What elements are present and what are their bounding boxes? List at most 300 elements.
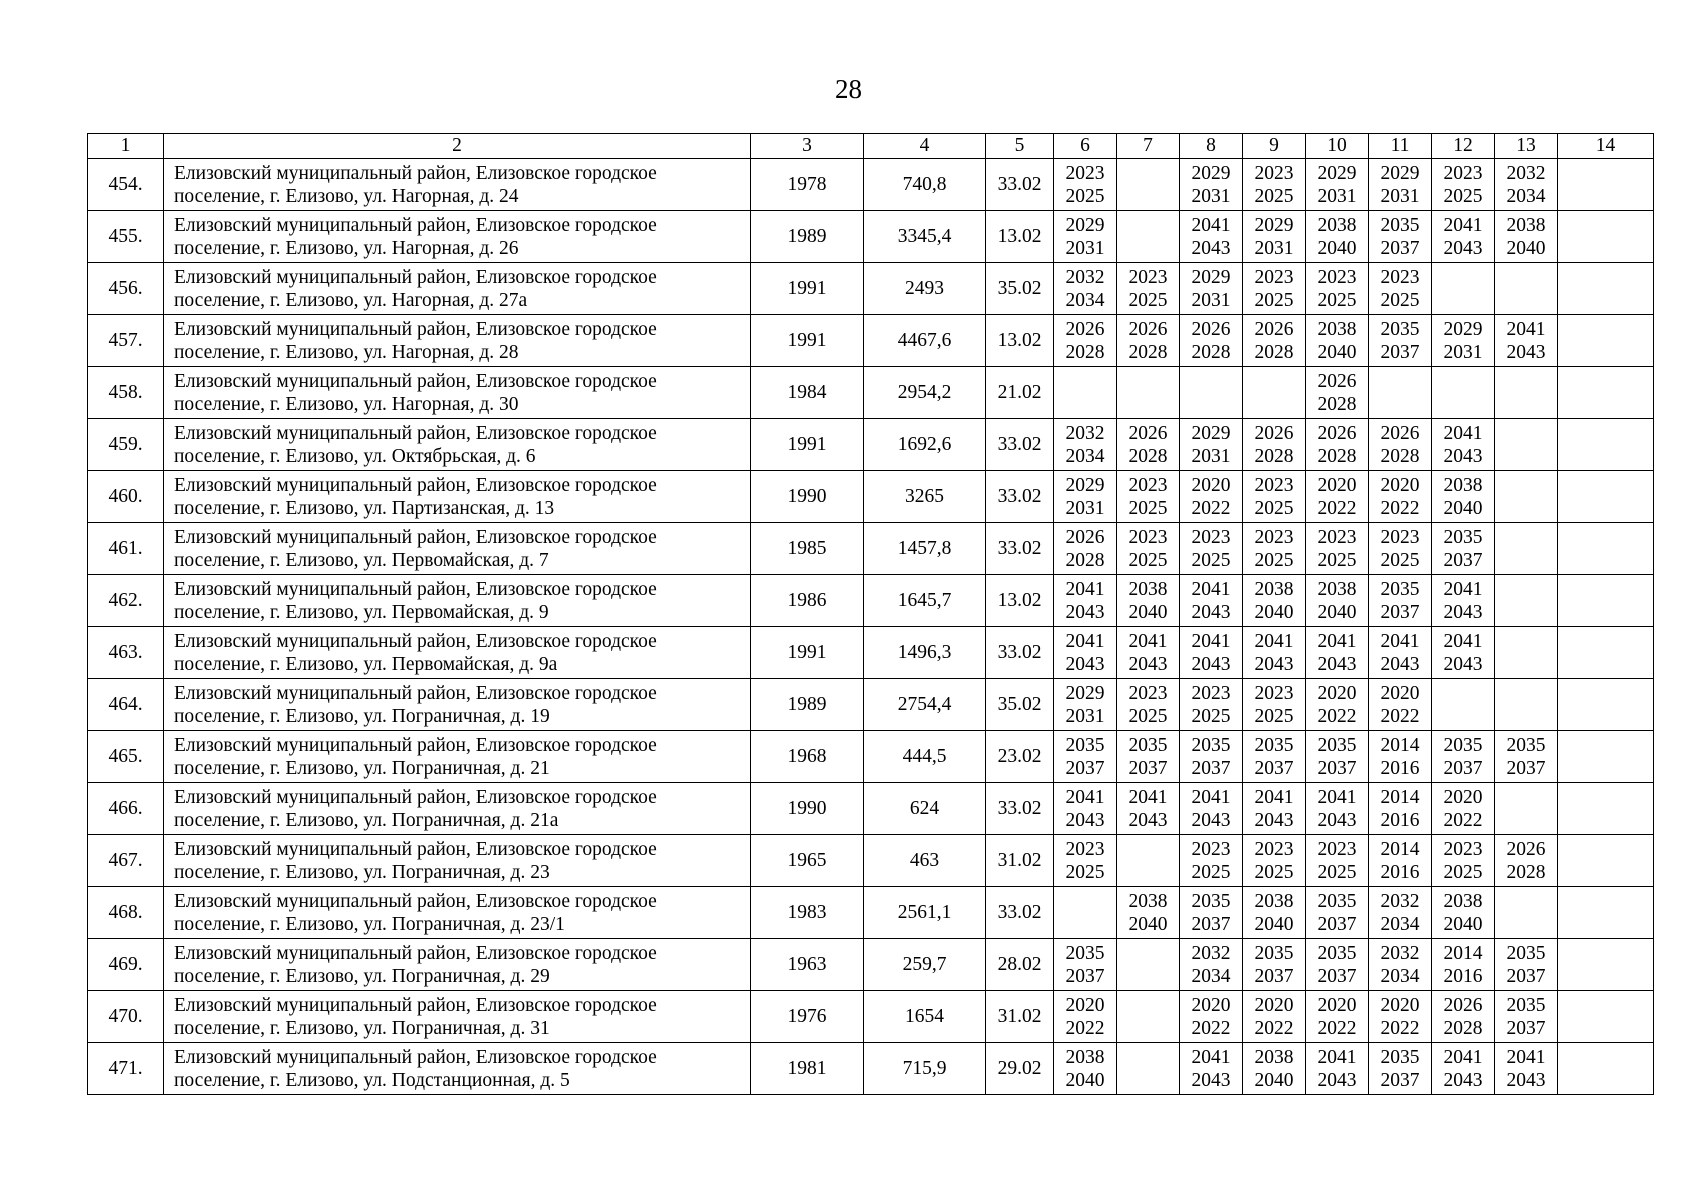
period-end-year: 2028 [1443, 1017, 1483, 1039]
period-cell-col-10 [1306, 263, 1369, 315]
period-end-year: 2025 [1380, 289, 1420, 311]
period-start-year: 2035 [1317, 890, 1357, 912]
period-cell-col-6 [1054, 263, 1117, 315]
period-cell-col-9 [1243, 939, 1306, 991]
period-cell-col-6 [1054, 159, 1117, 211]
period-cell-col-7 [1117, 211, 1180, 263]
period-end-year: 2037 [1317, 757, 1357, 779]
address-line-2: поселение, г. Елизово, ул. Нагорная, д. 24 [174, 185, 519, 207]
build-year: 1991 [751, 315, 864, 367]
period-cell-col-7 [1117, 263, 1180, 315]
period-end-year: 2025 [1443, 185, 1483, 207]
column-header-4: 4 [864, 134, 986, 159]
period-end-year: 2025 [1128, 549, 1168, 571]
period-end-year: 2043 [1065, 809, 1105, 831]
period-start-year: 2026 [1065, 318, 1105, 340]
period-start-year: 2023 [1128, 682, 1168, 704]
period-end-year: 2037 [1254, 757, 1294, 779]
column-header-8: 8 [1180, 134, 1243, 159]
period-cell-col-10 [1306, 315, 1369, 367]
build-year: 1963 [751, 939, 864, 991]
period-end-year: 2022 [1065, 1017, 1105, 1039]
period-cell-col-14 [1558, 263, 1654, 315]
address-line-1: Елизовский муниципальный район, Елизовское городское [174, 162, 657, 184]
table-row [88, 679, 1654, 731]
build-year: 1968 [751, 731, 864, 783]
period-cell-col-9 [1243, 211, 1306, 263]
period-cell-col-13 [1495, 159, 1558, 211]
period-start-year: 2035 [1191, 734, 1231, 756]
period-start-year: 2023 [1443, 162, 1483, 184]
address-line-1: Елизовский муниципальный район, Елизовское городское [174, 942, 657, 964]
period-start-year: 2038 [1317, 578, 1357, 600]
period-cell-col-13 [1495, 679, 1558, 731]
period-start-year: 2041 [1191, 786, 1231, 808]
area: 3265 [864, 471, 986, 523]
column-header-14: 14 [1558, 134, 1654, 159]
period-cell-col-14 [1558, 315, 1654, 367]
period-start-year: 2035 [1443, 526, 1483, 548]
period-start-year: 2035 [1317, 734, 1357, 756]
column-header-2: 2 [164, 134, 751, 159]
period-cell-col-6 [1054, 783, 1117, 835]
period-start-year: 2035 [1506, 994, 1546, 1016]
column-header-1: 1 [88, 134, 164, 159]
period-start-year: 2014 [1380, 786, 1420, 808]
period-start-year: 2029 [1065, 474, 1105, 496]
row-number: 464. [88, 679, 164, 731]
period-end-year: 2040 [1128, 601, 1168, 623]
period-start-year: 2038 [1254, 1046, 1294, 1068]
period-end-year: 2025 [1254, 705, 1294, 727]
period-start-year: 2038 [1254, 890, 1294, 912]
period-end-year: 2028 [1506, 861, 1546, 883]
period-start-year: 2020 [1317, 682, 1357, 704]
build-year: 1965 [751, 835, 864, 887]
period-start-year: 2014 [1443, 942, 1483, 964]
period-start-year: 2023 [1254, 266, 1294, 288]
address-cell [164, 419, 751, 471]
period-cell-col-9 [1243, 991, 1306, 1043]
period-cell-col-13 [1495, 471, 1558, 523]
period-end-year: 2043 [1443, 1069, 1483, 1091]
period-end-year: 2022 [1317, 705, 1357, 727]
period-cell-col-12 [1432, 471, 1495, 523]
address-line-1: Елизовский муниципальный район, Елизовское городское [174, 1046, 657, 1068]
area: 2754,4 [864, 679, 986, 731]
period-cell-col-12 [1432, 315, 1495, 367]
period-cell-col-6 [1054, 367, 1117, 419]
row-number: 455. [88, 211, 164, 263]
address-cell [164, 471, 751, 523]
row-number: 470. [88, 991, 164, 1043]
period-start-year: 2035 [1506, 942, 1546, 964]
period-end-year: 2043 [1506, 341, 1546, 363]
period-end-year: 2022 [1380, 705, 1420, 727]
period-cell-col-13 [1495, 523, 1558, 575]
period-end-year: 2040 [1254, 913, 1294, 935]
address-cell [164, 991, 751, 1043]
period-start-year: 2023 [1380, 266, 1420, 288]
period-end-year: 2025 [1128, 705, 1168, 727]
address-line-1: Елизовский муниципальный район, Елизовское городское [174, 474, 657, 496]
address-cell [164, 211, 751, 263]
column-header-11: 11 [1369, 134, 1432, 159]
column-header-5: 5 [986, 134, 1054, 159]
period-end-year: 2031 [1191, 289, 1231, 311]
period-end-year: 2025 [1065, 185, 1105, 207]
period-end-year: 2028 [1191, 341, 1231, 363]
period-cell-col-9 [1243, 367, 1306, 419]
period-start-year: 2041 [1317, 630, 1357, 652]
period-cell-col-12 [1432, 523, 1495, 575]
period-cell-col-13 [1495, 731, 1558, 783]
address-cell [164, 523, 751, 575]
period-end-year: 2022 [1317, 1017, 1357, 1039]
header-row [88, 134, 1654, 159]
period-cell-col-12 [1432, 1043, 1495, 1095]
period-start-year: 2029 [1065, 214, 1105, 236]
period-start-year: 2029 [1065, 682, 1105, 704]
period-end-year: 2028 [1317, 445, 1357, 467]
period-end-year: 2040 [1317, 237, 1357, 259]
build-year: 1983 [751, 887, 864, 939]
area: 1645,7 [864, 575, 986, 627]
row-number: 460. [88, 471, 164, 523]
build-year: 1985 [751, 523, 864, 575]
period-end-year: 2022 [1380, 497, 1420, 519]
period-cell-col-13 [1495, 783, 1558, 835]
period-cell-col-7 [1117, 991, 1180, 1043]
period-end-year: 2022 [1191, 1017, 1231, 1039]
address-cell [164, 731, 751, 783]
period-start-year: 2035 [1380, 1046, 1420, 1068]
period-cell-col-13 [1495, 1043, 1558, 1095]
period-end-year: 2028 [1254, 341, 1294, 363]
period-start-year: 2032 [1506, 162, 1546, 184]
code: 31.02 [986, 991, 1054, 1043]
period-cell-col-12 [1432, 159, 1495, 211]
period-start-year: 2023 [1254, 526, 1294, 548]
period-cell-col-6 [1054, 679, 1117, 731]
period-cell-col-6 [1054, 939, 1117, 991]
period-end-year: 2043 [1317, 653, 1357, 675]
period-end-year: 2028 [1317, 393, 1357, 415]
period-end-year: 2043 [1065, 601, 1105, 623]
code: 33.02 [986, 523, 1054, 575]
period-start-year: 2035 [1506, 734, 1546, 756]
code: 33.02 [986, 471, 1054, 523]
area: 259,7 [864, 939, 986, 991]
registry-table [87, 133, 1654, 1095]
address-line-2: поселение, г. Елизово, ул. Первомайская, д. 9а [174, 653, 558, 675]
period-start-year: 2032 [1380, 890, 1420, 912]
table-row [88, 575, 1654, 627]
period-cell-col-10 [1306, 783, 1369, 835]
period-start-year: 2035 [1128, 734, 1168, 756]
address-line-1: Елизовский муниципальный район, Елизовское городское [174, 422, 657, 444]
code: 13.02 [986, 211, 1054, 263]
period-start-year: 2035 [1191, 890, 1231, 912]
build-year: 1991 [751, 419, 864, 471]
period-cell-col-13 [1495, 419, 1558, 471]
period-end-year: 2040 [1443, 497, 1483, 519]
area: 624 [864, 783, 986, 835]
period-cell-col-10 [1306, 419, 1369, 471]
period-start-year: 2041 [1128, 630, 1168, 652]
period-end-year: 2025 [1065, 861, 1105, 883]
period-start-year: 2038 [1254, 578, 1294, 600]
period-start-year: 2038 [1506, 214, 1546, 236]
period-cell-col-14 [1558, 991, 1654, 1043]
area: 463 [864, 835, 986, 887]
row-number: 465. [88, 731, 164, 783]
period-start-year: 2023 [1254, 474, 1294, 496]
period-start-year: 2038 [1317, 214, 1357, 236]
period-cell-col-10 [1306, 1043, 1369, 1095]
period-cell-col-14 [1558, 679, 1654, 731]
period-start-year: 2041 [1443, 422, 1483, 444]
period-cell-col-7 [1117, 627, 1180, 679]
build-year: 1986 [751, 575, 864, 627]
period-start-year: 2023 [1128, 526, 1168, 548]
period-cell-col-12 [1432, 419, 1495, 471]
period-cell-col-6 [1054, 887, 1117, 939]
address-line-1: Елизовский муниципальный район, Елизовское городское [174, 214, 657, 236]
period-cell-col-10 [1306, 887, 1369, 939]
period-cell-col-9 [1243, 315, 1306, 367]
area: 1457,8 [864, 523, 986, 575]
period-start-year: 2023 [1191, 838, 1231, 860]
table-row [88, 1043, 1654, 1095]
period-end-year: 2025 [1191, 861, 1231, 883]
period-end-year: 2016 [1380, 809, 1420, 831]
period-cell-col-6 [1054, 523, 1117, 575]
address-line-2: поселение, г. Елизово, ул. Первомайская, д. 9 [174, 601, 549, 623]
period-end-year: 2037 [1254, 965, 1294, 987]
period-cell-col-8 [1180, 367, 1243, 419]
period-end-year: 2037 [1380, 341, 1420, 363]
period-start-year: 2023 [1254, 838, 1294, 860]
period-end-year: 2022 [1191, 497, 1231, 519]
period-cell-col-10 [1306, 211, 1369, 263]
period-start-year: 2041 [1191, 578, 1231, 600]
column-header-10: 10 [1306, 134, 1369, 159]
address-line-1: Елизовский муниципальный район, Елизовское городское [174, 994, 657, 1016]
build-year: 1989 [751, 679, 864, 731]
code: 21.02 [986, 367, 1054, 419]
period-cell-col-11 [1369, 783, 1432, 835]
period-start-year: 2041 [1506, 318, 1546, 340]
period-end-year: 2031 [1380, 185, 1420, 207]
period-end-year: 2043 [1317, 1069, 1357, 1091]
area: 2493 [864, 263, 986, 315]
address-line-1: Елизовский муниципальный район, Елизовское городское [174, 734, 657, 756]
period-end-year: 2043 [1065, 653, 1105, 675]
address-cell [164, 159, 751, 211]
period-start-year: 2026 [1191, 318, 1231, 340]
period-start-year: 2023 [1128, 474, 1168, 496]
period-cell-col-12 [1432, 731, 1495, 783]
period-cell-col-8 [1180, 575, 1243, 627]
period-end-year: 2043 [1443, 653, 1483, 675]
period-cell-col-9 [1243, 731, 1306, 783]
period-cell-col-14 [1558, 523, 1654, 575]
period-cell-col-13 [1495, 367, 1558, 419]
period-cell-col-7 [1117, 575, 1180, 627]
period-cell-col-12 [1432, 939, 1495, 991]
code: 13.02 [986, 315, 1054, 367]
period-end-year: 2040 [1254, 601, 1294, 623]
period-cell-col-13 [1495, 991, 1558, 1043]
period-start-year: 2029 [1317, 162, 1357, 184]
period-start-year: 2023 [1317, 266, 1357, 288]
period-end-year: 2031 [1191, 445, 1231, 467]
column-header-13: 13 [1495, 134, 1558, 159]
period-start-year: 2029 [1443, 318, 1483, 340]
period-start-year: 2035 [1254, 734, 1294, 756]
column-header-7: 7 [1117, 134, 1180, 159]
period-cell-col-13 [1495, 887, 1558, 939]
period-start-year: 2026 [1128, 422, 1168, 444]
table-row [88, 419, 1654, 471]
period-end-year: 2031 [1065, 497, 1105, 519]
code: 33.02 [986, 419, 1054, 471]
period-start-year: 2023 [1443, 838, 1483, 860]
period-cell-col-12 [1432, 575, 1495, 627]
period-start-year: 2023 [1065, 838, 1105, 860]
period-end-year: 2034 [1380, 913, 1420, 935]
period-cell-col-6 [1054, 1043, 1117, 1095]
period-cell-col-6 [1054, 471, 1117, 523]
period-cell-col-7 [1117, 731, 1180, 783]
period-start-year: 2041 [1443, 214, 1483, 236]
address-line-1: Елизовский муниципальный район, Елизовское городское [174, 526, 657, 548]
period-cell-col-7 [1117, 939, 1180, 991]
period-end-year: 2040 [1443, 913, 1483, 935]
period-end-year: 2022 [1380, 1017, 1420, 1039]
period-end-year: 2043 [1254, 809, 1294, 831]
period-end-year: 2025 [1128, 289, 1168, 311]
period-end-year: 2034 [1191, 965, 1231, 987]
column-header-12: 12 [1432, 134, 1495, 159]
address-line-2: поселение, г. Елизово, ул. Нагорная, д. 27а [174, 289, 528, 311]
period-start-year: 2023 [1128, 266, 1168, 288]
period-cell-col-8 [1180, 263, 1243, 315]
period-end-year: 2025 [1191, 549, 1231, 571]
address-cell [164, 627, 751, 679]
column-header-3: 3 [751, 134, 864, 159]
period-cell-col-13 [1495, 939, 1558, 991]
period-cell-col-7 [1117, 835, 1180, 887]
period-start-year: 2041 [1191, 1046, 1231, 1068]
period-cell-col-14 [1558, 211, 1654, 263]
period-start-year: 2023 [1254, 682, 1294, 704]
period-start-year: 2041 [1254, 630, 1294, 652]
period-start-year: 2038 [1065, 1046, 1105, 1068]
table-row [88, 263, 1654, 315]
period-cell-col-7 [1117, 1043, 1180, 1095]
period-end-year: 2043 [1443, 601, 1483, 623]
period-cell-col-10 [1306, 731, 1369, 783]
period-end-year: 2022 [1317, 497, 1357, 519]
address-line-1: Елизовский муниципальный район, Елизовское городское [174, 578, 657, 600]
address-line-1: Елизовский муниципальный район, Елизовское городское [174, 838, 657, 860]
table-row [88, 835, 1654, 887]
period-cell-col-10 [1306, 523, 1369, 575]
period-cell-col-11 [1369, 679, 1432, 731]
period-start-year: 2020 [1191, 474, 1231, 496]
period-cell-col-14 [1558, 627, 1654, 679]
period-start-year: 2041 [1065, 786, 1105, 808]
period-end-year: 2040 [1254, 1069, 1294, 1091]
period-end-year: 2025 [1317, 861, 1357, 883]
period-start-year: 2026 [1254, 318, 1294, 340]
period-cell-col-8 [1180, 783, 1243, 835]
period-end-year: 2025 [1254, 497, 1294, 519]
period-cell-col-10 [1306, 835, 1369, 887]
address-cell [164, 315, 751, 367]
row-number: 458. [88, 367, 164, 419]
address-line-2: поселение, г. Елизово, ул. Подстанционная, д. 5 [174, 1069, 570, 1091]
period-end-year: 2028 [1065, 341, 1105, 363]
period-start-year: 2026 [1443, 994, 1483, 1016]
address-line-2: поселение, г. Елизово, ул. Пограничная, д. 21 [174, 757, 550, 779]
period-end-year: 2043 [1506, 1069, 1546, 1091]
period-end-year: 2037 [1380, 1069, 1420, 1091]
address-cell [164, 263, 751, 315]
address-cell [164, 887, 751, 939]
build-year: 1984 [751, 367, 864, 419]
area: 3345,4 [864, 211, 986, 263]
period-end-year: 2037 [1506, 1017, 1546, 1039]
address-line-2: поселение, г. Елизово, ул. Партизанская, д. 13 [174, 497, 555, 519]
period-cell-col-13 [1495, 627, 1558, 679]
period-end-year: 2040 [1317, 601, 1357, 623]
period-start-year: 2035 [1065, 942, 1105, 964]
address-line-1: Елизовский муниципальный район, Елизовское городское [174, 266, 657, 288]
area: 2954,2 [864, 367, 986, 419]
address-cell [164, 1043, 751, 1095]
period-cell-col-7 [1117, 159, 1180, 211]
period-cell-col-11 [1369, 1043, 1432, 1095]
period-end-year: 2025 [1254, 549, 1294, 571]
period-start-year: 2020 [1065, 994, 1105, 1016]
area: 1654 [864, 991, 986, 1043]
address-line-1: Елизовский муниципальный район, Елизовское городское [174, 890, 657, 912]
row-number: 471. [88, 1043, 164, 1095]
period-cell-col-14 [1558, 939, 1654, 991]
period-cell-col-13 [1495, 575, 1558, 627]
code: 35.02 [986, 679, 1054, 731]
build-year: 1978 [751, 159, 864, 211]
table-header [88, 134, 1654, 159]
period-end-year: 2031 [1065, 237, 1105, 259]
period-end-year: 2016 [1380, 861, 1420, 883]
period-start-year: 2020 [1443, 786, 1483, 808]
period-cell-col-8 [1180, 523, 1243, 575]
area: 444,5 [864, 731, 986, 783]
period-cell-col-14 [1558, 731, 1654, 783]
row-number: 469. [88, 939, 164, 991]
code: 13.02 [986, 575, 1054, 627]
period-cell-col-12 [1432, 679, 1495, 731]
period-cell-col-12 [1432, 991, 1495, 1043]
period-end-year: 2043 [1443, 445, 1483, 467]
period-start-year: 2041 [1443, 1046, 1483, 1068]
row-number: 462. [88, 575, 164, 627]
row-number: 456. [88, 263, 164, 315]
